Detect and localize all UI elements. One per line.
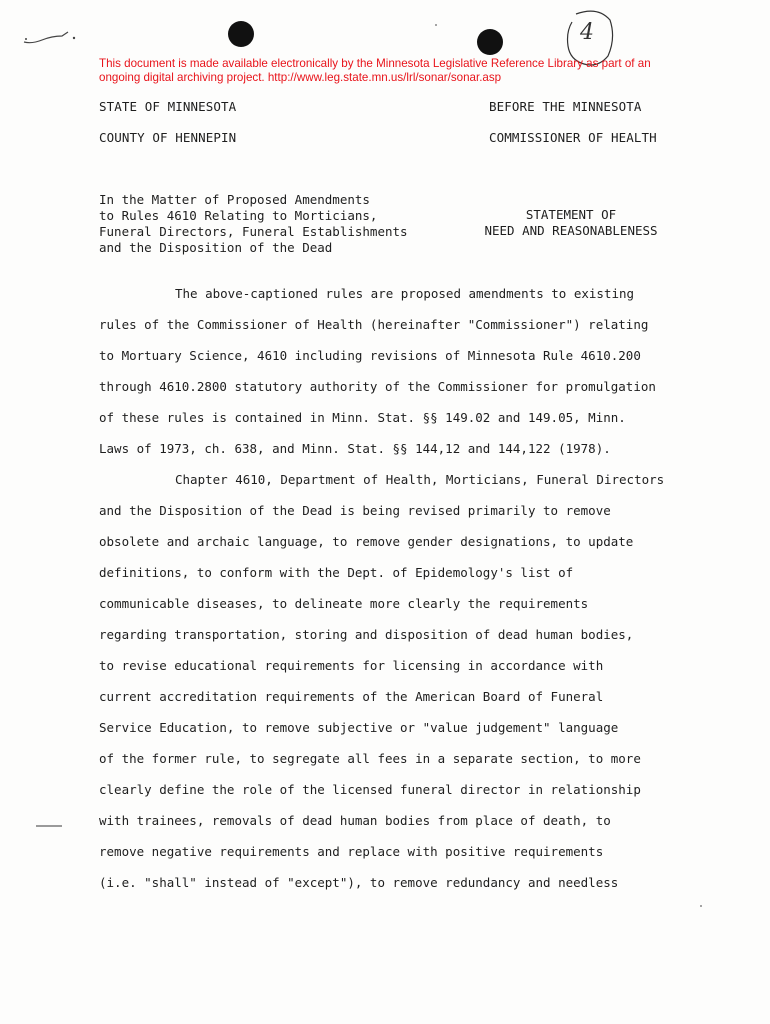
body-line: Service Education, to remove subjective or "value judgement" language bbox=[99, 720, 619, 735]
body-line: (i.e. "shall" instead of "except"), to remove redundancy and needless bbox=[99, 875, 619, 890]
scan-speck bbox=[700, 905, 702, 907]
matter-title bbox=[99, 192, 408, 256]
archive-notice-line-1: This document is made available electronically by the Minnesota Legislative Reference Library as part of an bbox=[99, 57, 651, 70]
body-line: and the Disposition of the Dead is being revised primarily to remove bbox=[99, 503, 611, 518]
body-line: of these rules is contained in Minn. Stat. §§ 149.02 and 149.05, Minn. bbox=[99, 410, 626, 425]
body-line: Laws of 1973, ch. 638, and Minn. Stat. §§ 144,12 and 144,122 (1978). bbox=[99, 441, 611, 456]
matter-line: and the Disposition of the Dead bbox=[99, 240, 333, 255]
caption-before: BEFORE THE MINNESOTA bbox=[489, 99, 642, 114]
archive-notice bbox=[99, 57, 659, 85]
caption-state: STATE OF MINNESOTA bbox=[99, 99, 237, 114]
body-line: with trainees, removals of dead human bodies from place of death, to bbox=[99, 813, 611, 828]
body-line: to revise educational requirements for licensing in accordance with bbox=[99, 658, 604, 673]
caption-county: COUNTY OF HENNEPIN bbox=[99, 130, 237, 145]
body-line: communicable diseases, to delineate more clearly the requirements bbox=[99, 596, 589, 611]
matter-line: In the Matter of Proposed Amendments bbox=[99, 192, 370, 207]
punch-hole bbox=[477, 29, 503, 55]
body-line: clearly define the role of the licensed funeral director in relationship bbox=[99, 782, 641, 797]
body-text bbox=[99, 286, 699, 906]
margin-mark bbox=[36, 825, 62, 827]
archive-notice-line-2: ongoing digital archiving project. http://www.leg.state.mn.us/lrl/sonar/sonar.asp bbox=[99, 71, 502, 84]
scan-speck bbox=[435, 24, 437, 26]
page-number-handwritten: 4 bbox=[580, 20, 594, 45]
body-line: current accreditation requirements of the American Board of Funeral bbox=[99, 689, 604, 704]
body-line: definitions, to conform with the Dept. of Epidemology's list of bbox=[99, 565, 574, 580]
body-line: rules of the Commissioner of Health (hereinafter "Commissioner") relating bbox=[99, 317, 649, 332]
caption-commissioner: COMMISSIONER OF HEALTH bbox=[489, 130, 657, 145]
body-line: obsolete and archaic language, to remove gender designations, to update bbox=[99, 534, 634, 549]
punch-hole bbox=[228, 21, 254, 47]
body-line: regarding transportation, storing and disposition of dead human bodies, bbox=[99, 627, 634, 642]
statement-heading bbox=[481, 207, 661, 239]
body-line: through 4610.2800 statutory authority of the Commissioner for promulgation bbox=[99, 379, 656, 394]
body-line: of the former rule, to segregate all fees in a separate section, to more bbox=[99, 751, 641, 766]
pen-mark bbox=[22, 30, 82, 46]
matter-line: Funeral Directors, Funeral Establishments bbox=[99, 224, 408, 239]
body-line: The above-captioned rules are proposed amendments to existing bbox=[175, 286, 635, 301]
statement-heading-line-2: NEED AND REASONABLENESS bbox=[484, 223, 658, 238]
body-line: remove negative requirements and replace with positive requirements bbox=[99, 844, 604, 859]
matter-line: to Rules 4610 Relating to Morticians, bbox=[99, 208, 378, 223]
body-line: to Mortuary Science, 4610 including revisions of Minnesota Rule 4610.200 bbox=[99, 348, 641, 363]
statement-heading-line-1: STATEMENT OF bbox=[525, 207, 617, 222]
body-line: Chapter 4610, Department of Health, Morticians, Funeral Directors bbox=[175, 472, 665, 487]
